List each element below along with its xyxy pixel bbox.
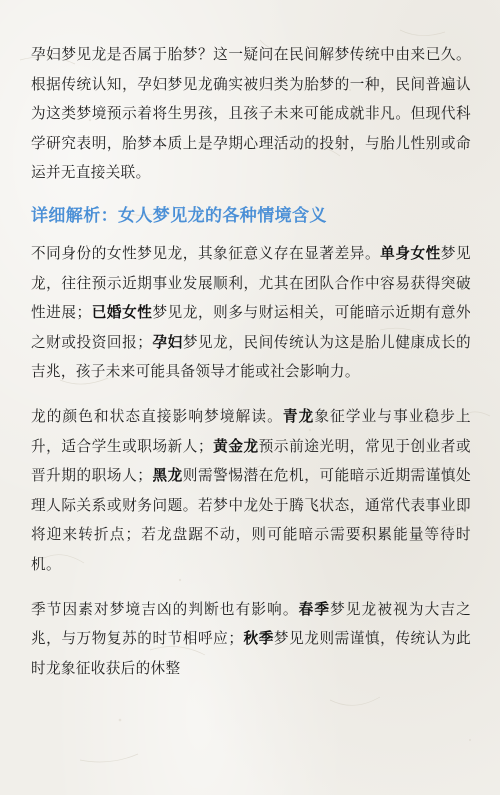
color-text-4: 则需警惕潜在危机，可能暗示近期需谨慎处理人际关系或财务问题。若梦中龙处于腾飞状态，通常代表事业即将迎来转折点；若龙盘踞不动，则可能暗示需要积累能量等待时机。	[31, 467, 471, 573]
season-text-2: 梦见龙被视为大吉之兆，与万物复苏的时节相呼应；	[31, 600, 472, 648]
section-heading: 详细解析：女人梦见龙的各种情境含义	[31, 205, 327, 226]
dragon-color-paragraph	[31, 402, 471, 580]
term-golden-dragon: 黄金龙	[212, 437, 259, 455]
term-spring: 春季	[298, 600, 331, 618]
intro-text: 孕妇梦见龙是否属于胎梦？这一疑问在民间解梦传统中由来已久。根据传统认知，孕妇梦见龙确实被归类为胎梦的一种，民间普遍认为这类梦境预示着将生男孩，且孩子未来可能成就非凡。但现代科学研究表明，胎梦本质上是孕期心理活动的投射，与胎儿性别或命运并无直接关联。	[31, 46, 471, 182]
color-text-1: 龙的颜色和状态直接影响梦境解读。	[31, 407, 283, 425]
article-content	[31, 40, 471, 698]
identity-text-2: 梦见龙，往往预示近期事业发展顺利，尤其在团队合作中容易获得突破性进展；	[31, 244, 471, 322]
season-paragraph	[31, 595, 471, 684]
identity-text-3: 梦见龙，则多与财运相关，可能暗示近期有意外之财或投资回报；	[31, 304, 471, 351]
term-green-dragon: 青龙	[282, 407, 315, 425]
identity-paragraph	[31, 239, 471, 387]
season-text-1: 季节因素对梦境吉凶的判断也有影响。	[31, 600, 299, 618]
term-autumn: 秋季	[243, 630, 274, 648]
term-single-women: 单身女性	[380, 244, 441, 262]
intro-paragraph	[31, 40, 471, 188]
color-text-3: 预示前途光明，常见于创业者或晋升期的职场人；	[31, 437, 472, 485]
term-pregnant-women: 孕妇	[152, 333, 183, 351]
season-text-3: 梦见龙则需谨慎，传统认为此时龙象征收获后的休整	[31, 630, 472, 677]
term-black-dragon: 黑龙	[152, 467, 183, 485]
identity-text-1: 不同身份的女性梦见龙，其象征意义存在显著差异。	[31, 244, 381, 262]
identity-text-4: 梦见龙，民间传统认为这是胎儿健康成长的吉兆，孩子未来可能具备领导才能或社会影响力。	[31, 333, 471, 381]
term-married-women: 已婚女性	[91, 304, 153, 322]
color-text-2: 象征学业与事业稳步上升，适合学生或职场新人；	[31, 407, 471, 455]
